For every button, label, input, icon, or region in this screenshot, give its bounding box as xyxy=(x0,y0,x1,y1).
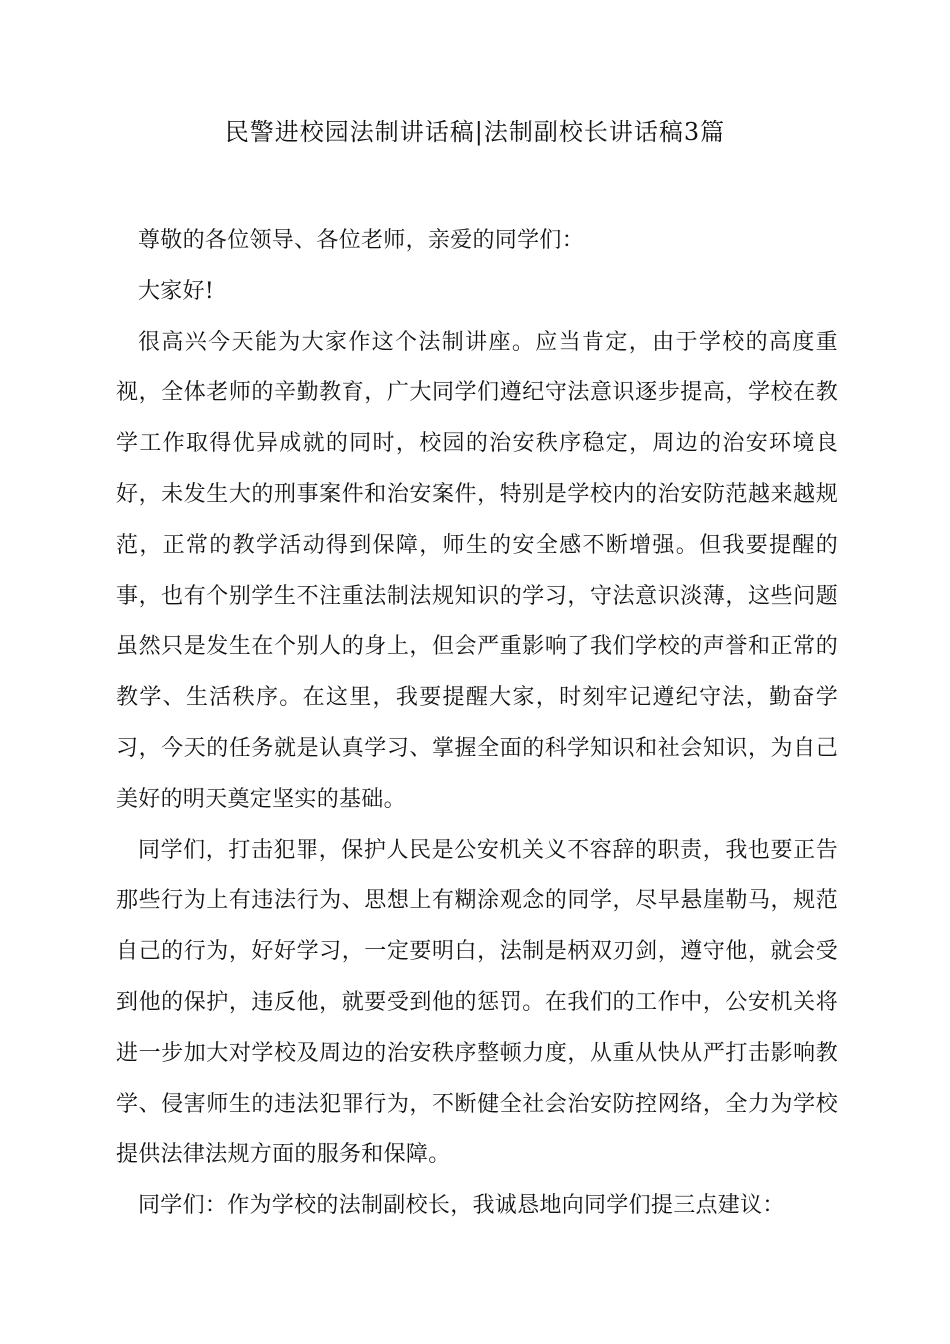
paragraph-greeting: 大家好! xyxy=(138,278,215,304)
paragraph-body: 同学们：作为学校的法制副校长，我诚恳地向同学们提三点建议： xyxy=(138,1193,785,1219)
paragraph-body: 同学们，打击犯罪，保护人民是公安机关义不容辞的职责，我也要正告那些行为上有违法行为、思想上有糊涂观念的同学，尽早悬崖勒马，规范自己的行为，好好学习，一定要明白，法制是柄双刃剑，遵守他，就会受到他的保护，违反他，就要受到他的惩罚。在我们的工作中，公安机关将进一步加大对学校及周边的治安秩序整顿力度，从重从快从严打击影响教学、侵害师生的违法犯罪行为，不断健全社会治安防控网络，全力为学校提供法律法规方面的服务和保障。 xyxy=(116,837,838,1168)
document-title: 民警进校园法制讲话稿|法制副校长讲话稿3篇 xyxy=(224,118,726,146)
paragraph-salutation: 尊敬的各位领导、各位老师，亲爱的同学们： xyxy=(138,228,585,253)
paragraph-body: 很高兴今天能为大家作这个法制讲座。应当肯定，由于学校的高度重视，全体老师的辛勤教育，广大同学们遵纪守法意识逐步提高，学校在教学工作取得优异成就的同时，校园的治安秩序稳定，周边的治安环境良好，未发生大的刑事案件和治安案件，特别是学校内的治安防范越来越规范，正常的教学活动得到保障，师生的安全感不断增强。但我要提醒的事，也有个别学生不注重法制法规知识的学习，守法意识淡薄，这些问题虽然只是发生在个别人的身上，但会严重影响了我们学校的声誉和正常的教学、生活秩序。在这里，我要提醒大家，时刻牢记遵纪守法，勤奋学习，今天的任务就是认真学习、掌握全面的科学知识和社会知识，为自己美好的明天奠定坚实的基础。 xyxy=(116,329,838,812)
document-body xyxy=(116,216,838,1232)
